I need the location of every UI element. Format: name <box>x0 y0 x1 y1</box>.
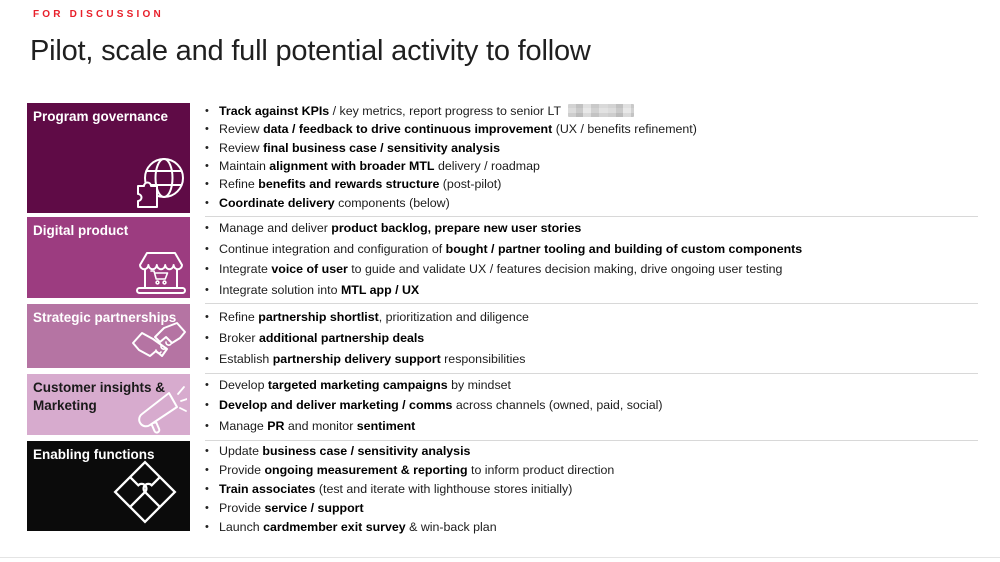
bullet-list <box>205 103 978 217</box>
section-enabling-functions <box>27 441 1000 534</box>
bullet-text: • Refine partnership shortlist, prioritization and diligence <box>219 310 529 324</box>
megaphone-icon <box>133 384 187 434</box>
bullet-text: • Provide ongoing measurement & reporting to inform product direction <box>219 462 615 477</box>
bullet-item <box>205 159 978 177</box>
section-digital-product <box>27 217 1000 304</box>
bullet-text: • Provide service / support <box>219 500 364 515</box>
section-rows <box>27 103 1000 534</box>
handshake-icon <box>131 320 187 362</box>
bullet-item <box>205 177 978 195</box>
bullet-item <box>205 444 978 463</box>
kicker-label: FOR DISCUSSION <box>33 9 164 20</box>
bullet-list <box>205 441 978 534</box>
bullet-item <box>205 104 978 122</box>
bullet-text: • Coordinate delivery components (below) <box>219 195 450 210</box>
page-title: Pilot, scale and full potential activity to follow <box>30 35 591 67</box>
category-label: Enabling functions <box>33 447 155 462</box>
bullet-item <box>205 242 978 263</box>
bullet-text: • Track against KPIs / key metrics, report progress to senior LT <box>219 104 634 118</box>
bullet-item <box>205 520 978 539</box>
bullet-text: • Integrate voice of user to guide and validate UX / features decision making, drive ongoing user testing <box>219 262 783 277</box>
category-box-enabling-functions <box>27 441 190 531</box>
section-customer-insights-marketing <box>27 374 1000 441</box>
bullet-text: • Update business case / sensitivity analysis <box>219 444 471 458</box>
bullet-item <box>205 398 978 418</box>
category-label: Customer insights & Marketing <box>33 380 166 413</box>
bullet-list <box>205 217 978 304</box>
globe-puzzle-icon <box>128 156 188 212</box>
category-label: Digital product <box>33 223 129 238</box>
section-strategic-partnerships <box>27 304 1000 374</box>
section-program-governance <box>27 103 1000 217</box>
bullet-item <box>205 331 978 352</box>
bullet-list <box>205 374 978 441</box>
bullet-item <box>205 262 978 283</box>
bullet-item <box>205 482 978 501</box>
bullet-item <box>205 501 978 520</box>
bullet-text: • Broker additional partnership deals <box>219 330 425 345</box>
bullet-item <box>205 196 978 214</box>
bullet-item <box>205 122 978 140</box>
bullet-text: • Manage PR and monitor sentiment <box>219 418 416 433</box>
bullet-text: • Develop targeted marketing campaigns by mindset <box>219 378 511 392</box>
category-box-strategic-partnerships <box>27 304 190 368</box>
bullet-item <box>205 221 978 242</box>
bullet-list <box>205 304 978 374</box>
category-box-program-governance <box>27 103 190 213</box>
bullet-item <box>205 141 978 159</box>
category-label: Strategic partnerships <box>33 310 177 325</box>
bottom-divider <box>0 557 1000 558</box>
bullet-text: • Continue integration and configuration of bought / partner tooling and building of custom components <box>219 241 803 256</box>
storefront-icon <box>135 250 187 296</box>
bullet-item <box>205 283 978 304</box>
bullet-text: • Develop and deliver marketing / comms across channels (owned, paid, social) <box>219 398 663 413</box>
bullet-text: • Launch cardmember exit survey & win-back plan <box>219 519 497 534</box>
bullet-text: • Review data / feedback to drive continuous improvement (UX / benefits refinement) <box>219 122 697 137</box>
redacted-text <box>568 104 634 117</box>
bullet-text: • Review final business case / sensitivity analysis <box>219 140 500 155</box>
puzzle-diamond-icon <box>107 454 183 530</box>
bullet-text: • Refine benefits and rewards structure (post-pilot) <box>219 177 502 192</box>
category-label: Program governance <box>33 109 169 124</box>
bullet-item <box>205 352 978 373</box>
bullet-item <box>205 419 978 439</box>
bullet-text: • Establish partnership delivery support responsibilities <box>219 351 526 366</box>
bullet-text: • Train associates (test and iterate with lighthouse stores initially) <box>219 481 573 496</box>
bullet-item <box>205 463 978 482</box>
bullet-item <box>205 310 978 331</box>
bullet-text: • Manage and deliver product backlog, prepare new user stories <box>219 221 582 235</box>
bullet-text: • Maintain alignment with broader MTL delivery / roadmap <box>219 159 540 174</box>
bullet-item <box>205 378 978 398</box>
category-box-customer-insights-marketing <box>27 374 190 435</box>
slide-header <box>0 0 1000 68</box>
category-box-digital-product <box>27 217 190 298</box>
bullet-text: • Integrate solution into MTL app / UX <box>219 282 420 297</box>
